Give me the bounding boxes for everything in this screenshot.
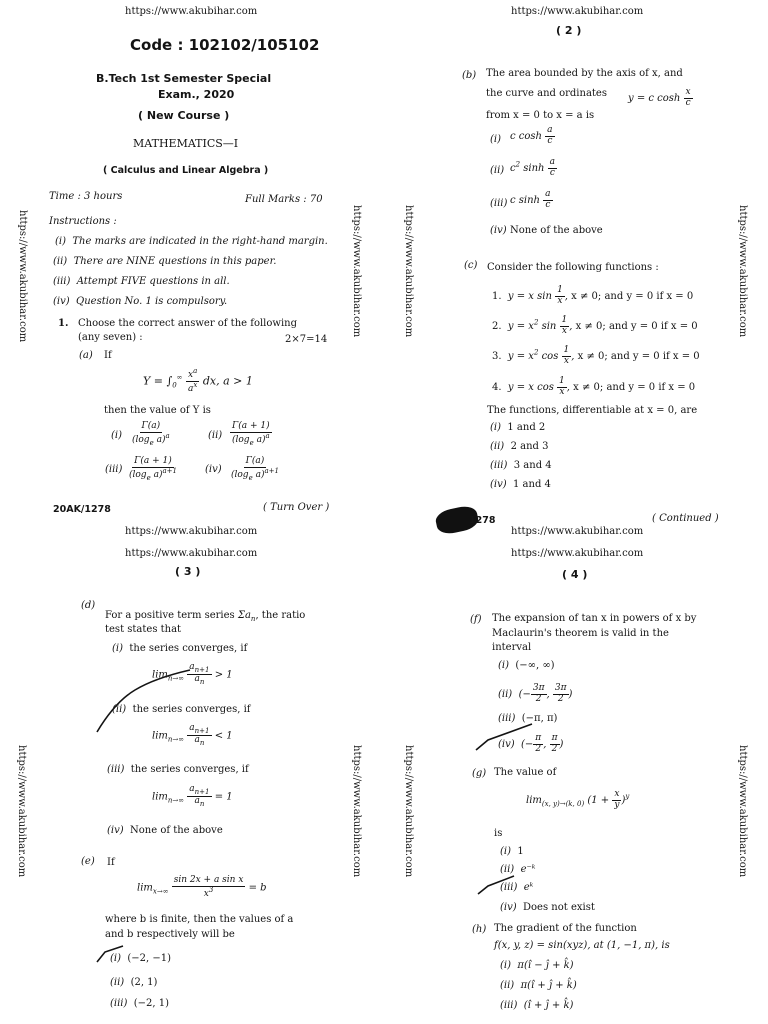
- question-text: f(x, y, z) = sin(xyz), at (1, −1, π), is: [494, 940, 670, 951]
- question-text: Choose the correct answer of the following: [78, 318, 297, 329]
- side-url-right: https://www.akubihar.com: [351, 205, 362, 338]
- exam-page-2: [384, 0, 768, 526]
- site-url-top: https://www.akubihar.com: [511, 526, 644, 537]
- side-url-right: https://www.akubihar.com: [737, 745, 748, 878]
- question-text: The value of: [494, 767, 557, 778]
- option-row: (ii) e⁻ᵏ: [500, 864, 536, 875]
- question-text: (any seven) :: [78, 332, 143, 343]
- site-url-top: https://www.akubihar.com: [125, 526, 258, 537]
- question-label: (f): [470, 614, 482, 625]
- question-text: where b is finite, then the values of a: [105, 914, 294, 925]
- option-row: (i) (−∞, ∞): [498, 660, 555, 671]
- question-text: The area bounded by the axis of x, and: [486, 68, 683, 79]
- question-text: is: [494, 828, 503, 839]
- option-formula: c sinh $\frac{a}{c}$: [510, 189, 551, 210]
- question-label: (h): [472, 924, 487, 935]
- option-formula: $\frac{\Gamma(a)}{(\log_e a)^{a+1}}$: [231, 456, 279, 482]
- site-url-top: https://www.akubihar.com: [511, 548, 644, 559]
- side-url-left: https://www.akubihar.com: [403, 205, 414, 338]
- option-row: (i) π(î − ĵ + k̂): [500, 960, 574, 971]
- option-label: (iii): [490, 198, 508, 209]
- limit-formula: $\lim_{x\to\infty}$ $\frac{\text{sin 2x + a sin x}}{x^3}$ = b: [137, 875, 267, 899]
- function-item: 4. y = x cos $\frac{1}{x}$ , x ≠ 0; and y = 0 if x = 0: [492, 376, 696, 397]
- function-item: 1. y = x sin $\frac{1}{x}$ , x ≠ 0; and y = 0 if x = 0: [492, 285, 694, 306]
- exam-year: Exam., 2020: [158, 88, 235, 101]
- side-url-left: https://www.akubihar.com: [16, 745, 27, 878]
- question-text: Maclaurin's theorem is valid in the: [492, 628, 669, 639]
- option-row: (ii) (− $\frac{3\pi}{2}$ , $\frac{3\pi}{2}$ ): [498, 683, 573, 704]
- question-number: 1.: [58, 318, 69, 329]
- question-text: the curve and ordinates: [486, 88, 607, 99]
- instruction-item: (ii) There are NINE questions in this paper.: [53, 256, 277, 267]
- time-label: Time : 3 hours: [49, 191, 123, 202]
- exam-page-1: [0, 0, 384, 515]
- instruction-item: (iii) Attempt FIVE questions in all.: [53, 276, 230, 287]
- question-text: test states that: [105, 624, 182, 635]
- instructions-title: Instructions :: [49, 216, 117, 227]
- exam-page-3: [0, 512, 384, 1024]
- option-formula: c cosh $\frac{a}{c}$: [510, 125, 553, 146]
- full-marks: Full Marks : 70: [245, 194, 323, 205]
- question-label: (d): [81, 600, 96, 611]
- option-row: (ii) 2 and 3: [490, 441, 549, 452]
- marks-label: 2×7=14: [285, 334, 328, 345]
- option-row: (iii) (−π, π): [498, 713, 558, 724]
- page-number: ( 4 ): [562, 568, 588, 581]
- option-label: (iv): [490, 225, 507, 236]
- question-text: then the value of Y is: [104, 405, 211, 416]
- option-label: (i): [490, 134, 502, 145]
- option-formula: $\frac{\Gamma(a)}{(\log_e a)^a}$: [132, 421, 170, 447]
- limit-formula: $\lim_{(x, y)\to(k, 0)} (1$ + $\frac{x}{y}$ )$^y$: [526, 789, 630, 810]
- side-url-right: https://www.akubihar.com: [737, 205, 748, 338]
- option-label: (iv): [205, 464, 222, 475]
- option-formula: $\frac{\Gamma(a + 1)}{(\log_e a)^{a+1}}$: [129, 456, 177, 482]
- option-row: (iii) eᵏ: [500, 882, 534, 893]
- site-url-top: https://www.akubihar.com: [125, 548, 258, 559]
- function-item: 2. $y = x^2$ sin $\frac{1}{x}$ , x ≠ 0; and y = 0 if x = 0: [492, 315, 698, 336]
- question-label: (c): [464, 260, 478, 271]
- option-row: (i) 1 and 2: [490, 422, 546, 433]
- option-row: (iv) Does not exist: [500, 902, 595, 913]
- question-text: The gradient of the function: [494, 923, 637, 934]
- question-label: (g): [472, 768, 487, 779]
- option-row: (iii) 3 and 4: [490, 460, 552, 471]
- question-text: If: [104, 350, 112, 361]
- side-url-left: https://www.akubihar.com: [403, 745, 414, 878]
- option-formula: $\frac{\Gamma(a + 1)}{(\log_e a)^a}$: [232, 421, 270, 447]
- question-text: and b respectively will be: [105, 929, 235, 940]
- question-text: from x = 0 to x = a is: [486, 110, 595, 121]
- integral-formula: $Y = \int_0^\infty$ $\frac{x^a}{a^x}$ dx, a > 1: [143, 367, 253, 394]
- option-row: (i) (−2, −1): [110, 953, 172, 964]
- option-label: (i): [111, 430, 123, 441]
- option-row: (iv) 1 and 4: [490, 479, 551, 490]
- site-url-top: https://www.akubihar.com: [125, 6, 258, 17]
- course-label: ( New Course ): [138, 109, 230, 122]
- option-label: (ii): [490, 165, 505, 176]
- option-row: (iii) the series converges, if: [107, 764, 249, 775]
- option-label: (ii): [208, 430, 223, 441]
- option-text: None of the above: [510, 225, 603, 236]
- curve-formula: y = c cosh $\frac{x}{c}$: [628, 87, 691, 108]
- option-row: (iv) (− $\frac{\pi}{2}$ , $\frac{\pi}{2}$ ): [498, 733, 564, 754]
- topic-title: ( Calculus and Linear Algebra ): [103, 165, 269, 176]
- footer-code: 20AK/1278: [53, 504, 111, 515]
- footer-code: 1278: [469, 515, 496, 526]
- option-row: (ii) (2, 1): [110, 977, 158, 988]
- question-text: If: [107, 857, 115, 868]
- side-url-left: https://www.akubihar.com: [17, 210, 28, 343]
- limit-formula: $\lim_{n\to\infty}$ $\frac{a_{n+1}}{a_n}$ < 1: [152, 723, 233, 748]
- exam-page-4: [384, 512, 768, 1024]
- question-label: (b): [462, 70, 477, 81]
- instruction-item: (iv) Question No. 1 is compulsory.: [53, 296, 228, 307]
- option-row: (iii) (−2, 1): [110, 998, 170, 1009]
- option-row: (ii) the series converges, if: [112, 704, 251, 715]
- question-text: For a positive term series $\Sigma a_n$, the ratio: [105, 610, 306, 623]
- limit-formula: $\lim_{n\to\infty}$ $\frac{a_{n+1}}{a_n}$ > 1: [152, 662, 233, 687]
- question-text: interval: [492, 642, 532, 653]
- option-row: (ii) π(î + ĵ + k̂): [500, 980, 577, 991]
- question-text: Consider the following functions :: [487, 262, 659, 273]
- option-row: (iii) (î + ĵ + k̂): [500, 1000, 574, 1011]
- page-number: ( 2 ): [556, 24, 582, 37]
- instruction-item: (i) The marks are indicated in the right-hand margin.: [55, 236, 328, 247]
- option-row: (iv) None of the above: [107, 825, 223, 836]
- turn-over-label: ( Turn Over ): [263, 502, 330, 513]
- option-row: (i) 1: [500, 846, 524, 857]
- question-text: The expansion of tan x in powers of x by: [492, 613, 697, 624]
- option-label: (iii): [105, 464, 123, 475]
- limit-formula: $\lim_{n\to\infty}$ $\frac{a_{n+1}}{a_n}$ = 1: [152, 784, 233, 809]
- continued-label: ( Continued ): [652, 513, 719, 524]
- function-item: 3. $y = x^2$ cos $\frac{1}{x}$ , x ≠ 0; and y = 0 if x = 0: [492, 345, 700, 366]
- side-url-right: https://www.akubihar.com: [351, 745, 362, 878]
- exam-code: Code : 102102/105102: [130, 36, 320, 54]
- exam-title: B.Tech 1st Semester Special: [96, 72, 272, 85]
- option-row: (i) the series converges, if: [112, 643, 248, 654]
- option-formula: $c^2$ sinh $\frac{a}{c}$: [510, 157, 556, 178]
- site-url-top: https://www.akubihar.com: [511, 6, 644, 17]
- question-text: The functions, differentiable at x = 0, are: [487, 405, 698, 416]
- page-number: ( 3 ): [175, 565, 201, 578]
- question-label: (a): [79, 350, 93, 361]
- subject-title: MATHEMATICS—I: [133, 137, 239, 150]
- question-label: (e): [81, 856, 95, 867]
